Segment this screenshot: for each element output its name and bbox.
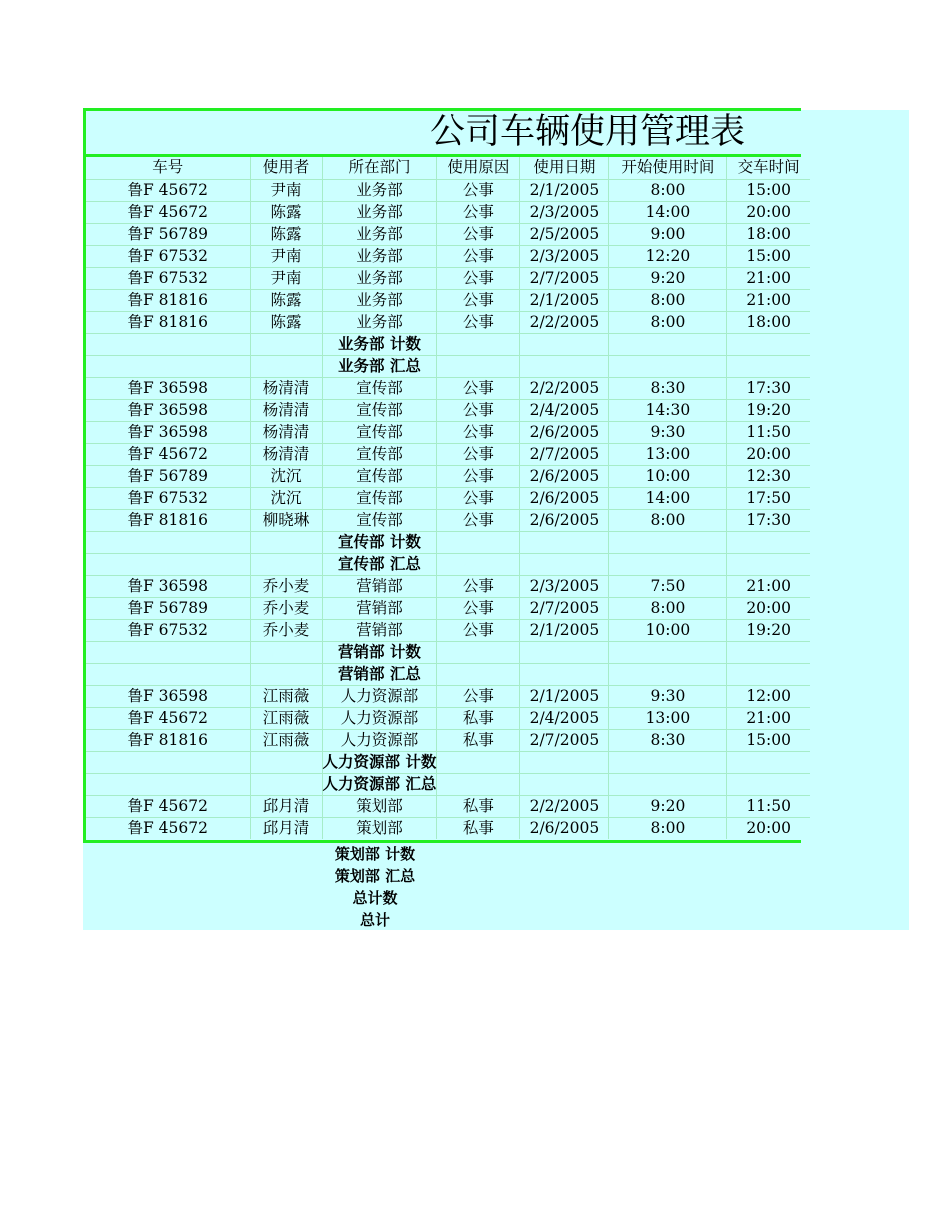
empty-cell[interactable] — [250, 663, 322, 685]
summary-label: 总计数 — [352, 889, 398, 907]
empty-cell[interactable] — [437, 751, 520, 773]
date-cell[interactable]: 2/1/2005 — [520, 619, 609, 641]
start-time-cell[interactable]: 13:00 — [609, 443, 727, 465]
subtotal-label[interactable]: 宣传部 计数 — [322, 531, 437, 553]
empty-cell[interactable] — [250, 333, 322, 355]
return-time-cell[interactable]: 21:00 — [727, 289, 810, 311]
plate-cell[interactable]: 鲁F 36598 — [86, 377, 250, 399]
start-time-cell[interactable]: 8:30 — [609, 729, 727, 751]
empty-cell[interactable] — [727, 531, 810, 553]
reason-cell[interactable]: 公事 — [437, 377, 520, 399]
empty-cell[interactable] — [520, 553, 609, 575]
subtotal-row — [86, 553, 810, 575]
return-time-cell[interactable]: 21:00 — [727, 267, 810, 289]
date-cell[interactable]: 2/3/2005 — [520, 575, 609, 597]
plate-cell[interactable]: 鲁F 45672 — [86, 443, 250, 465]
return-time-cell[interactable]: 17:50 — [727, 487, 810, 509]
empty-cell[interactable] — [86, 751, 250, 773]
subtotal-row — [86, 773, 810, 795]
start-time-cell[interactable]: 9:30 — [609, 421, 727, 443]
table-row — [86, 267, 810, 289]
subtotal-row — [86, 333, 810, 355]
department-cell[interactable]: 业务部 — [322, 179, 437, 201]
return-time-cell[interactable]: 21:00 — [727, 575, 810, 597]
reason-cell[interactable]: 公事 — [437, 685, 520, 707]
vehicle-usage-table — [86, 157, 810, 839]
start-time-cell[interactable]: 10:00 — [609, 465, 727, 487]
user-cell[interactable]: 江雨薇 — [250, 707, 322, 729]
date-cell[interactable]: 2/4/2005 — [520, 707, 609, 729]
date-cell[interactable]: 2/7/2005 — [520, 443, 609, 465]
department-cell[interactable]: 营销部 — [322, 619, 437, 641]
subtotal-row — [86, 751, 810, 773]
empty-cell[interactable] — [727, 663, 810, 685]
department-cell[interactable]: 宣传部 — [322, 377, 437, 399]
table-row — [86, 443, 810, 465]
start-time-cell[interactable]: 9:30 — [609, 685, 727, 707]
table-row — [86, 575, 810, 597]
date-cell[interactable]: 2/4/2005 — [520, 399, 609, 421]
table-row — [86, 685, 810, 707]
date-cell[interactable]: 2/2/2005 — [520, 377, 609, 399]
return-time-cell[interactable]: 15:00 — [727, 245, 810, 267]
reason-cell[interactable]: 公事 — [437, 245, 520, 267]
date-cell[interactable]: 2/1/2005 — [520, 685, 609, 707]
user-cell[interactable]: 杨清清 — [250, 421, 322, 443]
date-cell[interactable]: 2/3/2005 — [520, 201, 609, 223]
empty-cell[interactable] — [609, 663, 727, 685]
empty-cell[interactable] — [520, 355, 609, 377]
user-cell[interactable]: 杨清清 — [250, 399, 322, 421]
start-time-cell[interactable]: 8:00 — [609, 289, 727, 311]
empty-cell[interactable] — [520, 531, 609, 553]
start-time-cell[interactable]: 14:00 — [609, 201, 727, 223]
department-cell[interactable]: 宣传部 — [322, 399, 437, 421]
empty-cell[interactable] — [520, 773, 609, 795]
return-time-cell[interactable]: 15:00 — [727, 729, 810, 751]
empty-cell[interactable] — [86, 641, 250, 663]
user-cell[interactable]: 邱月清 — [250, 817, 322, 839]
empty-cell[interactable] — [250, 773, 322, 795]
return-time-cell[interactable]: 11:50 — [727, 795, 810, 817]
user-cell[interactable]: 尹南 — [250, 267, 322, 289]
plate-cell[interactable]: 鲁F 45672 — [86, 707, 250, 729]
department-cell[interactable]: 营销部 — [322, 597, 437, 619]
column-header[interactable]: 车号 — [86, 157, 250, 179]
column-header[interactable]: 使用者 — [250, 157, 322, 179]
department-cell[interactable]: 业务部 — [322, 311, 437, 333]
subtotal-label[interactable]: 人力资源部 计数 — [322, 751, 437, 773]
table-row — [86, 399, 810, 421]
reason-cell[interactable]: 公事 — [437, 399, 520, 421]
subtotal-row — [86, 641, 810, 663]
plate-cell[interactable]: 鲁F 81816 — [86, 509, 250, 531]
reason-cell[interactable]: 公事 — [437, 597, 520, 619]
department-cell[interactable]: 策划部 — [322, 817, 437, 839]
empty-cell[interactable] — [437, 663, 520, 685]
plate-cell[interactable]: 鲁F 45672 — [86, 179, 250, 201]
empty-cell[interactable] — [609, 531, 727, 553]
empty-cell[interactable] — [86, 333, 250, 355]
plate-cell[interactable]: 鲁F 81816 — [86, 729, 250, 751]
user-cell[interactable]: 陈露 — [250, 289, 322, 311]
empty-cell[interactable] — [250, 531, 322, 553]
department-cell[interactable]: 策划部 — [322, 795, 437, 817]
empty-cell[interactable] — [437, 531, 520, 553]
return-time-cell[interactable]: 20:00 — [746, 818, 791, 837]
date-cell[interactable]: 2/6/2005 — [520, 509, 609, 531]
empty-cell[interactable] — [437, 355, 520, 377]
empty-cell[interactable] — [250, 751, 322, 773]
department-cell[interactable]: 业务部 — [322, 289, 437, 311]
plate-cell[interactable]: 鲁F 56789 — [86, 465, 250, 487]
user-cell[interactable]: 尹南 — [250, 245, 322, 267]
plate-cell[interactable]: 鲁F 67532 — [86, 619, 250, 641]
date-cell[interactable]: 2/1/2005 — [520, 289, 609, 311]
reason-cell[interactable]: 公事 — [437, 223, 520, 245]
empty-cell[interactable] — [727, 553, 810, 575]
reason-cell[interactable]: 私事 — [437, 795, 520, 817]
department-cell[interactable]: 宣传部 — [322, 509, 437, 531]
plate-cell[interactable]: 鲁F 36598 — [86, 685, 250, 707]
empty-cell[interactable] — [727, 355, 810, 377]
reason-cell[interactable]: 公事 — [437, 465, 520, 487]
empty-cell[interactable] — [609, 355, 727, 377]
return-time-cell[interactable]: 18:00 — [727, 223, 810, 245]
date-cell[interactable]: 2/6/2005 — [520, 421, 609, 443]
plate-cell[interactable]: 鲁F 45672 — [86, 795, 250, 817]
empty-cell[interactable] — [727, 773, 810, 795]
plate-cell[interactable]: 鲁F 36598 — [86, 575, 250, 597]
start-time-cell[interactable]: 8:30 — [609, 377, 727, 399]
subtotal-label[interactable]: 营销部 计数 — [322, 641, 437, 663]
reason-cell[interactable]: 私事 — [437, 817, 520, 839]
column-header[interactable]: 所在部门 — [322, 157, 437, 179]
start-time-cell[interactable]: 9:00 — [609, 223, 727, 245]
column-header[interactable]: 使用日期 — [520, 157, 609, 179]
table-row — [86, 729, 810, 751]
empty-cell[interactable] — [609, 751, 727, 773]
reason-cell[interactable]: 公事 — [437, 509, 520, 531]
department-cell[interactable]: 宣传部 — [322, 487, 437, 509]
empty-cell[interactable] — [609, 641, 727, 663]
date-cell[interactable]: 2/3/2005 — [520, 245, 609, 267]
plate-cell[interactable]: 鲁F 67532 — [86, 487, 250, 509]
table-row — [86, 795, 810, 817]
date-cell[interactable]: 2/7/2005 — [520, 597, 609, 619]
header-row — [86, 157, 810, 179]
table-row — [86, 223, 810, 245]
return-time-cell[interactable]: 21:00 — [727, 707, 810, 729]
return-time-cell[interactable]: 17:30 — [727, 509, 810, 531]
plate-cell[interactable]: 鲁F 67532 — [86, 245, 250, 267]
department-cell[interactable]: 业务部 — [322, 223, 437, 245]
user-cell[interactable]: 杨清清 — [250, 377, 322, 399]
empty-cell[interactable] — [86, 531, 250, 553]
table-row — [86, 179, 810, 201]
plate-cell[interactable]: 鲁F 56789 — [86, 223, 250, 245]
empty-cell[interactable] — [437, 641, 520, 663]
table-row — [86, 509, 810, 531]
date-cell[interactable]: 2/2/2005 — [520, 795, 609, 817]
summary-label: 总计 — [359, 911, 390, 929]
table-row — [86, 707, 810, 729]
empty-cell[interactable] — [520, 663, 609, 685]
plate-cell[interactable]: 鲁F 81816 — [86, 289, 250, 311]
table-row — [86, 597, 810, 619]
reason-cell[interactable]: 公事 — [437, 443, 520, 465]
reason-cell[interactable]: 公事 — [437, 575, 520, 597]
return-time-cell[interactable]: 12:30 — [727, 465, 810, 487]
table-row — [86, 421, 810, 443]
reason-cell[interactable]: 公事 — [437, 267, 520, 289]
reason-cell[interactable]: 公事 — [437, 487, 520, 509]
department-cell[interactable]: 人力资源部 — [322, 685, 437, 707]
plate-cell[interactable]: 鲁F 45672 — [86, 201, 250, 223]
empty-cell[interactable] — [609, 333, 727, 355]
subtotal-row — [86, 531, 810, 553]
start-time-cell[interactable]: 8:00 — [609, 509, 727, 531]
user-cell[interactable]: 邱月清 — [250, 795, 322, 817]
subtotal-label[interactable]: 人力资源部 汇总 — [322, 773, 437, 795]
column-header[interactable]: 使用原因 — [437, 157, 520, 179]
reason-cell[interactable]: 私事 — [437, 707, 520, 729]
table-row — [86, 817, 810, 839]
empty-cell[interactable] — [727, 641, 810, 663]
start-time-cell[interactable]: 8:00 — [609, 817, 727, 839]
reason-cell[interactable]: 公事 — [437, 311, 520, 333]
department-cell[interactable]: 宣传部 — [322, 465, 437, 487]
user-cell[interactable]: 柳晓琳 — [250, 509, 322, 531]
user-cell[interactable]: 陈露 — [250, 223, 322, 245]
start-time-cell[interactable]: 9:20 — [609, 795, 727, 817]
date-cell[interactable]: 2/7/2005 — [520, 267, 609, 289]
user-cell[interactable]: 乔小麦 — [250, 619, 322, 641]
subtotal-row — [86, 355, 810, 377]
subtotal-row — [86, 663, 810, 685]
sheet-title: 公司车辆使用管理表 — [430, 112, 746, 152]
date-cell[interactable]: 2/7/2005 — [520, 729, 609, 751]
empty-cell[interactable] — [609, 553, 727, 575]
table-row — [86, 619, 810, 641]
table-row — [86, 465, 810, 487]
empty-cell[interactable] — [727, 333, 810, 355]
user-cell[interactable]: 尹南 — [250, 179, 322, 201]
user-cell[interactable]: 杨清清 — [250, 443, 322, 465]
department-cell[interactable]: 业务部 — [322, 267, 437, 289]
plate-cell[interactable]: 鲁F 56789 — [86, 597, 250, 619]
department-cell[interactable]: 人力资源部 — [322, 707, 437, 729]
return-time-cell[interactable]: 15:00 — [727, 179, 810, 201]
reason-cell[interactable]: 公事 — [437, 421, 520, 443]
subtotal-label[interactable]: 宣传部 汇总 — [322, 553, 437, 575]
user-cell[interactable]: 江雨薇 — [250, 729, 322, 751]
empty-cell[interactable] — [250, 641, 322, 663]
return-time-cell[interactable]: 20:00 — [727, 201, 810, 223]
table-row — [86, 201, 810, 223]
subtotal-label[interactable]: 业务部 汇总 — [322, 355, 437, 377]
start-time-cell[interactable]: 8:00 — [609, 311, 727, 333]
subtotal-label[interactable]: 业务部 计数 — [322, 333, 437, 355]
reason-cell[interactable]: 私事 — [437, 729, 520, 751]
department-cell[interactable]: 业务部 — [322, 245, 437, 267]
plate-cell[interactable]: 鲁F 36598 — [86, 421, 250, 443]
user-cell[interactable]: 乔小麦 — [250, 597, 322, 619]
return-time-cell[interactable]: 20:00 — [727, 443, 810, 465]
date-cell[interactable]: 2/1/2005 — [520, 179, 609, 201]
user-cell[interactable]: 乔小麦 — [250, 575, 322, 597]
empty-cell[interactable] — [86, 663, 250, 685]
department-cell[interactable]: 业务部 — [322, 201, 437, 223]
table-row — [86, 245, 810, 267]
summary-label: 策划部 汇总 — [334, 867, 416, 885]
plate-cell[interactable]: 鲁F 81816 — [86, 311, 250, 333]
empty-cell[interactable] — [437, 333, 520, 355]
empty-cell[interactable] — [609, 773, 727, 795]
reason-cell[interactable]: 公事 — [437, 201, 520, 223]
reason-cell[interactable]: 公事 — [437, 619, 520, 641]
start-time-cell[interactable]: 7:50 — [609, 575, 727, 597]
column-header[interactable]: 交车时间 — [727, 157, 810, 179]
start-time-cell[interactable]: 10:00 — [609, 619, 727, 641]
return-time-cell[interactable]: 19:20 — [727, 399, 810, 421]
plate-cell[interactable]: 鲁F 67532 — [86, 267, 250, 289]
empty-cell[interactable] — [250, 553, 322, 575]
table-row — [86, 487, 810, 509]
date-cell[interactable]: 2/6/2005 — [520, 817, 609, 839]
empty-cell[interactable] — [727, 751, 810, 773]
return-time-cell[interactable]: 18:00 — [727, 311, 810, 333]
department-cell[interactable]: 人力资源部 — [322, 729, 437, 751]
empty-cell[interactable] — [86, 773, 250, 795]
empty-cell[interactable] — [520, 333, 609, 355]
table-row — [86, 289, 810, 311]
date-cell[interactable]: 2/6/2005 — [520, 487, 609, 509]
start-time-cell[interactable]: 9:20 — [609, 267, 727, 289]
summary-label: 策划部 计数 — [334, 845, 416, 863]
user-cell[interactable]: 陈露 — [250, 201, 322, 223]
return-time-cell[interactable]: 11:50 — [727, 421, 810, 443]
reason-cell[interactable]: 公事 — [437, 289, 520, 311]
return-time-cell[interactable]: 20:00 — [727, 597, 810, 619]
plate-cell[interactable]: 鲁F 36598 — [86, 399, 250, 421]
department-cell[interactable]: 宣传部 — [322, 443, 437, 465]
empty-cell[interactable] — [520, 751, 609, 773]
empty-cell[interactable] — [86, 355, 250, 377]
return-time-cell[interactable]: 19:20 — [727, 619, 810, 641]
empty-cell[interactable] — [86, 553, 250, 575]
plate-cell[interactable]: 鲁F 45672 — [86, 817, 250, 839]
date-cell[interactable]: 2/2/2005 — [520, 311, 609, 333]
start-time-cell[interactable]: 13:00 — [609, 707, 727, 729]
date-cell[interactable]: 2/6/2005 — [520, 465, 609, 487]
column-header[interactable]: 开始使用时间 — [609, 157, 727, 179]
table-row — [86, 377, 810, 399]
table-row — [86, 311, 810, 333]
user-cell[interactable]: 江雨薇 — [250, 685, 322, 707]
department-cell[interactable]: 营销部 — [322, 575, 437, 597]
date-cell[interactable]: 2/5/2005 — [520, 223, 609, 245]
empty-cell[interactable] — [520, 641, 609, 663]
user-cell[interactable]: 陈露 — [250, 311, 322, 333]
user-cell[interactable]: 沈沉 — [250, 465, 322, 487]
start-time-cell[interactable]: 14:30 — [609, 399, 727, 421]
empty-cell[interactable] — [437, 773, 520, 795]
return-time-cell[interactable]: 12:00 — [727, 685, 810, 707]
start-time-cell[interactable]: 12:20 — [609, 245, 727, 267]
reason-cell[interactable]: 公事 — [437, 179, 520, 201]
start-time-cell[interactable]: 8:00 — [609, 179, 727, 201]
start-time-cell[interactable]: 8:00 — [609, 597, 727, 619]
subtotal-label[interactable]: 营销部 汇总 — [322, 663, 437, 685]
empty-cell[interactable] — [437, 553, 520, 575]
department-cell[interactable]: 宣传部 — [322, 421, 437, 443]
start-time-cell[interactable]: 14:00 — [609, 487, 727, 509]
empty-cell[interactable] — [250, 355, 322, 377]
return-time-cell[interactable]: 17:30 — [727, 377, 810, 399]
user-cell[interactable]: 沈沉 — [250, 487, 322, 509]
